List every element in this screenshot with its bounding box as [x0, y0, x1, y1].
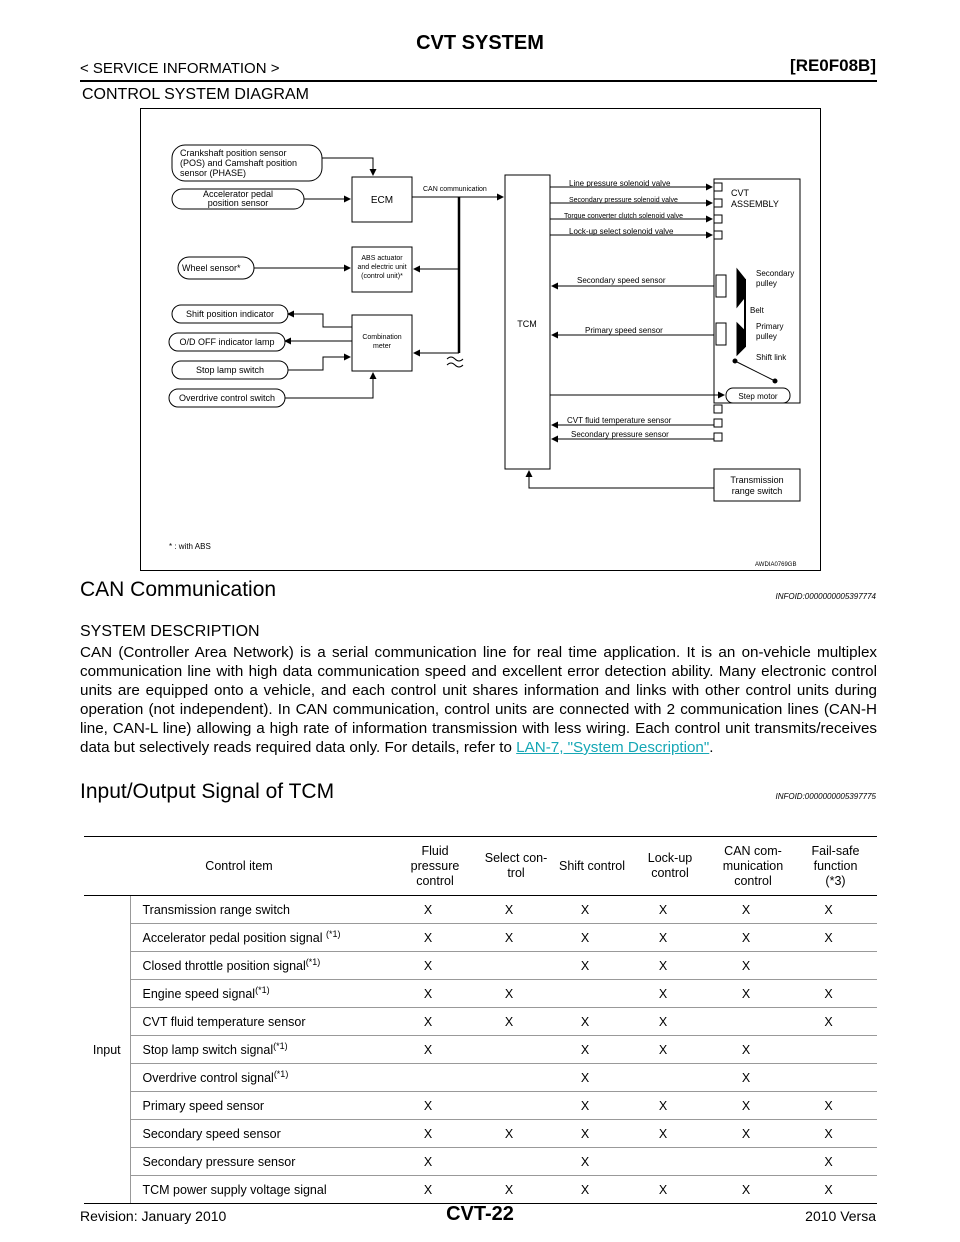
footnote-marker: (*1) — [325, 929, 341, 940]
control-item-name — [130, 1092, 394, 1120]
footnote-marker: (*1) — [305, 957, 321, 968]
can-communication-label: CAN communication — [423, 186, 487, 193]
signal-cell: X — [794, 1008, 877, 1036]
signal-cell: X — [794, 924, 877, 952]
signal-cvt-temperature: CVT fluid temperature sensor — [567, 416, 672, 425]
control-item-text: TCM power supply voltage signal — [142, 1182, 327, 1197]
ecm-label: ECM — [370, 195, 394, 206]
signal-cell — [712, 1008, 794, 1036]
stop-lamp-label: Stop lamp switch — [195, 365, 265, 375]
signal-cell: X — [628, 1176, 712, 1204]
header-rule — [80, 80, 877, 82]
signal-cell: X — [628, 952, 712, 980]
figure-id: AWDIA0769GB — [755, 562, 797, 568]
signal-cell: X — [394, 1036, 476, 1064]
table-header-row — [84, 837, 877, 896]
signal-line-pressure: Line pressure solenoid valve — [569, 179, 671, 188]
control-item-text: Secondary pressure sensor — [142, 1154, 296, 1169]
can-section-title: CAN Communication — [80, 578, 277, 601]
secondary-pulley-label-1: Secondary — [756, 269, 795, 278]
signal-cell: X — [712, 980, 794, 1008]
signal-cell: X — [476, 1176, 556, 1204]
control-item-name — [130, 1008, 394, 1036]
control-system-diagram — [140, 108, 821, 571]
page-title: CVT SYSTEM — [416, 32, 544, 54]
table-row — [84, 1092, 877, 1120]
can-description-end: . — [709, 739, 714, 756]
signal-cell: X — [712, 1036, 794, 1064]
signal-cell: X — [556, 924, 628, 952]
signal-cell: X — [794, 980, 877, 1008]
header-control-item: Control item — [84, 837, 394, 896]
signal-cell: X — [712, 952, 794, 980]
signal-cell: X — [476, 1008, 556, 1036]
signal-cell — [712, 1148, 794, 1176]
header-fail-safe: Fail-safe function (*3) — [794, 837, 877, 896]
signal-cell: X — [556, 1036, 628, 1064]
signal-cell: X — [628, 1120, 712, 1148]
range-switch-label-1: Transmission — [730, 475, 784, 485]
range-switch-label-2: range switch — [731, 486, 783, 496]
row-group-input: Input — [84, 896, 130, 1204]
signal-cell: X — [556, 1120, 628, 1148]
header-fluid-pressure: Fluid pressure control — [394, 837, 476, 896]
abs-label-2: and electric unit — [357, 264, 407, 271]
control-item-text: Stop lamp switch signal — [142, 1043, 274, 1058]
control-item-name — [130, 952, 394, 980]
system-description-heading: SYSTEM DESCRIPTION — [80, 623, 260, 640]
table-row — [84, 1008, 877, 1036]
can-description-text: CAN (Controller Area Network) is a serial communication line for real time application. It is an on-vehicle multiplex communication line with high data communication speed and excellent error detection ability. Many electronic control units are equipped onto a vehicle, and each control unit shares information and links with other control units during operation (not independent). In CAN communication, control units are connected with 2 communication lines (CAN-H line, CAN-L line) allowing a high rate of information transmission with less wiring. Each control unit transmits/receives data but selectively reads required data only. For details, refer to — [80, 644, 877, 756]
signal-cell — [628, 1064, 712, 1092]
signal-primary-speed: Primary speed sensor — [585, 326, 663, 335]
signal-cell: X — [794, 896, 877, 924]
signal-cell — [556, 980, 628, 1008]
control-item-text: Engine speed signal — [142, 987, 256, 1002]
step-motor-label: Step motor — [738, 392, 778, 401]
signal-cell: X — [394, 1148, 476, 1176]
signal-cell: X — [794, 1176, 877, 1204]
footnote-marker: (*1) — [273, 1041, 288, 1052]
signal-cell — [794, 1064, 877, 1092]
signal-secondary-speed: Secondary speed sensor — [577, 276, 666, 285]
signal-cell — [476, 1148, 556, 1176]
signal-cell: X — [794, 1148, 877, 1176]
signal-cell: X — [476, 924, 556, 952]
signal-cell: X — [556, 1148, 628, 1176]
footnote-marker: (*1) — [273, 1069, 289, 1080]
signal-cell — [394, 1064, 476, 1092]
io-signal-table — [84, 836, 877, 1204]
signal-cell: X — [556, 896, 628, 924]
signal-cell — [628, 1148, 712, 1176]
model-year: 2010 Versa — [805, 1208, 876, 1224]
io-section-title: Input/Output Signal of TCM — [80, 780, 335, 803]
signal-cell — [476, 1092, 556, 1120]
signal-cell — [476, 1036, 556, 1064]
signal-secondary-pressure-solenoid: Secondary pressure solenoid valve — [569, 197, 678, 204]
combination-label-1: Combination — [362, 334, 402, 341]
table-row — [84, 896, 877, 924]
control-item-text: Accelerator pedal position signal — [142, 931, 326, 946]
signal-lockup-select: Lock-up select solenoid valve — [569, 227, 674, 236]
signal-cell: X — [556, 1092, 628, 1120]
signal-cell: X — [556, 1064, 628, 1092]
od-switch-label: Overdrive control switch — [178, 393, 276, 403]
signal-cell: X — [394, 980, 476, 1008]
table-row — [84, 1064, 877, 1092]
signal-cell: X — [476, 896, 556, 924]
signal-cell: X — [394, 1120, 476, 1148]
control-item-text: Secondary speed sensor — [142, 1126, 281, 1141]
control-item-name — [130, 1120, 394, 1148]
header-select-control: Select con- trol — [476, 837, 556, 896]
signal-cell: X — [712, 1064, 794, 1092]
signal-cell — [794, 952, 877, 980]
crank-sensor-label-2: (POS) and Camshaft position — [180, 158, 298, 168]
table-row — [84, 1036, 877, 1064]
accel-sensor-label-2: position sensor — [207, 198, 269, 208]
signal-cell: X — [794, 1092, 877, 1120]
can-description-paragraph — [80, 643, 877, 757]
control-item-name — [130, 980, 394, 1008]
signal-cell: X — [628, 980, 712, 1008]
signal-cell — [476, 1064, 556, 1092]
table-row — [84, 952, 877, 980]
signal-cell: X — [394, 1176, 476, 1204]
signal-cell: X — [476, 980, 556, 1008]
control-item-name — [130, 924, 394, 952]
table-row — [84, 1148, 877, 1176]
section-breadcrumb: < SERVICE INFORMATION > — [80, 60, 280, 77]
control-item-text: CVT fluid temperature sensor — [142, 1014, 306, 1029]
shift-link-label: Shift link — [756, 353, 787, 362]
header-can-communication: CAN com- munication control — [712, 837, 794, 896]
shift-indicator-label: Shift position indicator — [185, 309, 275, 319]
signal-cell: X — [628, 1036, 712, 1064]
control-item-name — [130, 896, 394, 924]
crank-sensor-label-3: sensor (PHASE) — [180, 168, 247, 178]
cvt-label-1: CVT — [731, 188, 749, 198]
primary-pulley-label-1: Primary — [756, 322, 784, 331]
signal-cell — [476, 952, 556, 980]
control-item-text: Closed throttle position signal — [142, 959, 306, 974]
accel-sensor-label-1: Accelerator pedal — [202, 189, 274, 199]
diagram-section-title: CONTROL SYSTEM DIAGRAM — [82, 86, 309, 103]
abs-label-3: (control unit)* — [361, 273, 403, 280]
table-row — [84, 1176, 877, 1204]
revision-date: Revision: January 2010 — [80, 1208, 227, 1224]
signal-cell: X — [394, 1008, 476, 1036]
range-switch-box — [714, 469, 800, 501]
control-item-name — [130, 1148, 394, 1176]
signal-cell: X — [628, 896, 712, 924]
header-lockup-control: Lock-up control — [628, 837, 712, 896]
control-item-name — [130, 1036, 394, 1064]
control-item-name — [130, 1176, 394, 1204]
table-row — [84, 980, 877, 1008]
signal-cell: X — [628, 1008, 712, 1036]
signal-cell: X — [394, 896, 476, 924]
signal-cell: X — [794, 1120, 877, 1148]
table-row — [84, 924, 877, 952]
od-lamp-label: O/D OFF indicator lamp — [179, 337, 275, 347]
signal-secondary-pressure: Secondary pressure sensor — [571, 430, 669, 439]
tcm-label: TCM — [517, 319, 537, 329]
signal-torque-converter: Torque converter clutch solenoid valve — [564, 213, 684, 220]
lan-7-reference-link[interactable]: LAN-7, "System Description" — [516, 739, 710, 756]
signal-cell: X — [712, 896, 794, 924]
io-info-id: INFOID:0000000005397775 — [775, 792, 876, 801]
control-item-text: Overdrive control signal — [142, 1071, 274, 1086]
signal-cell — [794, 1036, 877, 1064]
control-item-text: Primary speed sensor — [142, 1098, 265, 1113]
can-info-id: INFOID:0000000005397774 — [775, 592, 876, 601]
signal-cell: X — [394, 1092, 476, 1120]
secondary-pulley-label-2: pulley — [756, 279, 777, 288]
signal-cell: X — [628, 924, 712, 952]
wheel-sensor-label: Wheel sensor* — [182, 263, 241, 273]
model-code: [RE0F08B] — [790, 56, 876, 75]
signal-cell: X — [394, 952, 476, 980]
diagram-footnote: * : with ABS — [169, 542, 211, 551]
signal-cell: X — [712, 1092, 794, 1120]
signal-cell: X — [556, 1176, 628, 1204]
diagram-svg — [141, 109, 822, 572]
crank-sensor-label-1: Crankshaft position sensor — [180, 148, 287, 158]
signal-cell: X — [712, 924, 794, 952]
signal-cell: X — [712, 1120, 794, 1148]
signal-cell: X — [628, 1092, 712, 1120]
belt-label: Belt — [750, 306, 764, 315]
signal-cell: X — [556, 1008, 628, 1036]
footnote-marker: (*1) — [255, 985, 270, 996]
cvt-assembly-box — [714, 179, 800, 403]
control-item-text: Transmission range switch — [142, 902, 291, 917]
table-row — [84, 1120, 877, 1148]
abs-label-1: ABS actuator — [361, 255, 403, 262]
header-shift-control: Shift control — [556, 837, 628, 896]
cvt-label-2: ASSEMBLY — [731, 199, 779, 209]
signal-cell: X — [394, 924, 476, 952]
signal-cell: X — [476, 1120, 556, 1148]
primary-pulley-label-2: pulley — [756, 332, 777, 341]
signal-cell: X — [712, 1176, 794, 1204]
signal-cell: X — [556, 952, 628, 980]
control-item-name — [130, 1064, 394, 1092]
combination-label-2: meter — [373, 343, 391, 350]
page-number: CVT-22 — [446, 1203, 514, 1225]
